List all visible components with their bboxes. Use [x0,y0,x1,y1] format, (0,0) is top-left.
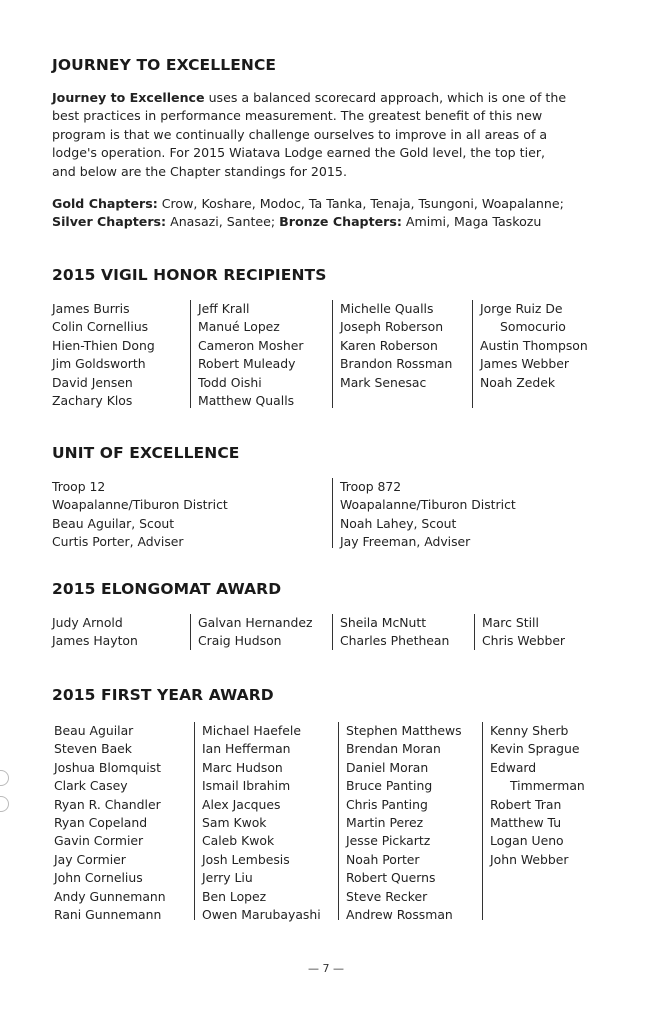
name-entry: Jerry Liu [202,870,253,886]
name-entry: Ryan R. Chandler [54,796,161,812]
first-year-column-4 [482,722,606,920]
gold-label: Gold Chapters: [52,196,158,211]
first-year-column-1 [54,722,194,924]
name-entry: Timmerman [510,778,585,794]
bronze-list: Amimi, Maga Taskozu [401,214,542,230]
name-entry: Marc Still [482,615,539,630]
name-entry: Brandon Rossman [340,356,453,372]
name-entry: Jim Goldsworth [52,356,146,372]
name-entry: Stephen Matthews [346,723,462,738]
name-entry: Curtis Porter, Adviser [52,534,184,550]
name-entry: Edward [490,759,537,775]
name-entry: Joshua Blomquist [54,759,161,775]
name-entry: Michelle Qualls [340,301,434,316]
name-entry: Logan Ueno [490,833,564,849]
unit-right-column [332,478,592,548]
name-entry: Robert Muleady [198,356,296,372]
elongomat-heading: 2015 ELONGOMAT AWARD [52,580,282,598]
name-entry: Woapalanne/Tiburon District [52,497,228,513]
page-number: — 7 — [308,962,344,975]
name-entry: Galvan Hernandez [198,615,313,630]
elongomat-column-1 [52,614,190,651]
elongomat-column-2 [190,614,332,650]
vigil-column-3 [332,300,472,408]
name-entry: Josh Lembesis [202,851,290,867]
name-entry: Jay Freeman, Adviser [340,534,471,550]
name-entry: Hien-Thien Dong [52,337,155,353]
name-entry: Steven Baek [54,741,132,757]
name-entry: Steve Recker [346,888,428,904]
first-year-column-2 [194,722,338,923]
gold-list: Crow, Koshare, Modoc, Ta Tanka, Tenaja, Tsungoni, Woapalanne; [157,196,564,211]
vigil-column-2 [190,300,332,408]
name-entry: Daniel Moran [346,759,429,775]
name-entry: Ryan Copeland [54,815,148,831]
name-entry: John Cornelius [54,870,143,886]
name-entry: Todd Oishi [198,374,262,390]
name-entry: Woapalanne/Tiburon District [340,497,516,513]
name-entry: Charles Phethean [340,633,450,649]
name-entry: Chris Panting [346,796,428,812]
first-year-column-3 [338,722,482,923]
silver-label: Silver Chapters: [52,214,167,230]
name-entry: Sam Kwok [202,815,267,831]
name-entry: Jeff Krall [198,301,250,316]
name-entry: Kevin Sprague [490,741,580,757]
silver-list: Anasazi, Santee; [166,214,280,230]
name-entry: Caleb Kwok [202,833,275,849]
name-entry: James Hayton [52,633,138,649]
journey-intro-text: uses a balanced scorecard approach, which is one of the best practices in performance measurement. The greatest benefit of this new program is that we continually challenge ourselves to improve in all areas of a lodge's operation. For 2015 Wiatava Lodge earned the Gold level, the top tier, and below are the Chapter standings for 2015. [52,90,567,179]
name-entry: Beau Aguilar, Scout [52,515,175,531]
name-entry: Zachary Klos [52,393,133,409]
name-entry: Owen Marubayashi [202,907,321,923]
name-entry: Somocurio [500,319,566,335]
binding-mark [0,796,9,812]
elongomat-column-3 [332,614,474,650]
name-entry: Noah Porter [346,851,420,867]
name-entry: John Webber [490,851,569,867]
name-entry: Bruce Panting [346,778,433,794]
unit-left-column [52,478,332,552]
name-entry: Michael Haefele [202,723,301,738]
name-entry: Joseph Roberson [340,319,444,335]
name-entry: Ismail Ibrahim [202,778,291,794]
name-entry: Troop 872 [340,479,402,494]
elongomat-column-4 [474,614,604,650]
name-entry: David Jensen [52,374,133,390]
name-entry: Gavin Cormier [54,833,144,849]
name-entry: Andrew Rossman [346,907,453,923]
journey-heading: JOURNEY TO EXCELLENCE [52,56,277,74]
name-entry: Kenny Sherb [490,723,569,738]
name-entry: Robert Tran [490,796,562,812]
name-entry: Judy Arnold [52,615,123,630]
journey-intro [52,89,572,181]
name-entry: Rani Gunnemann [54,907,162,923]
name-entry: Noah Lahey, Scout [340,515,457,531]
binding-mark [0,770,9,786]
name-entry: Jay Cormier [54,851,126,867]
bronze-label: Bronze Chapters: [279,214,402,230]
chapter-standings [52,195,592,232]
first-year-heading: 2015 FIRST YEAR AWARD [52,686,274,704]
name-entry: Martin Perez [346,815,424,831]
name-entry: Alex Jacques [202,796,281,812]
name-entry: Robert Querns [346,870,436,886]
name-entry: Manué Lopez [198,319,280,335]
name-entry: Karen Roberson [340,337,438,353]
name-entry: Craig Hudson [198,633,282,649]
name-entry: Andy Gunnemann [54,888,166,904]
unit-heading: UNIT OF EXCELLENCE [52,444,240,462]
name-entry: Austin Thompson [480,337,588,353]
name-entry: Troop 12 [52,479,106,494]
name-entry: Ian Hefferman [202,741,291,757]
name-entry: Mark Senesac [340,374,427,390]
name-entry: Ben Lopez [202,888,267,904]
name-entry: Matthew Tu [490,815,562,831]
name-entry: Jesse Pickartz [346,833,431,849]
name-entry: James Webber [480,356,569,372]
vigil-column-4 [472,300,602,408]
journey-intro-bold: Journey to Excellence [52,90,205,105]
name-entry: Chris Webber [482,633,566,649]
name-entry: Matthew Qualls [198,393,295,409]
name-entry: Jorge Ruiz De [480,301,563,316]
name-entry: Sheila McNutt [340,615,427,630]
name-entry: James Burris [52,301,130,316]
name-entry: Colin Cornellius [52,319,149,335]
name-entry: Cameron Mosher [198,337,304,353]
name-entry: Brendan Moran [346,741,441,757]
name-entry: Marc Hudson [202,759,283,775]
name-entry: Beau Aguilar [54,723,134,738]
vigil-column-1 [52,300,190,410]
name-entry: Clark Casey [54,778,128,794]
name-entry: Noah Zedek [480,374,556,390]
vigil-heading: 2015 VIGIL HONOR RECIPIENTS [52,266,327,284]
